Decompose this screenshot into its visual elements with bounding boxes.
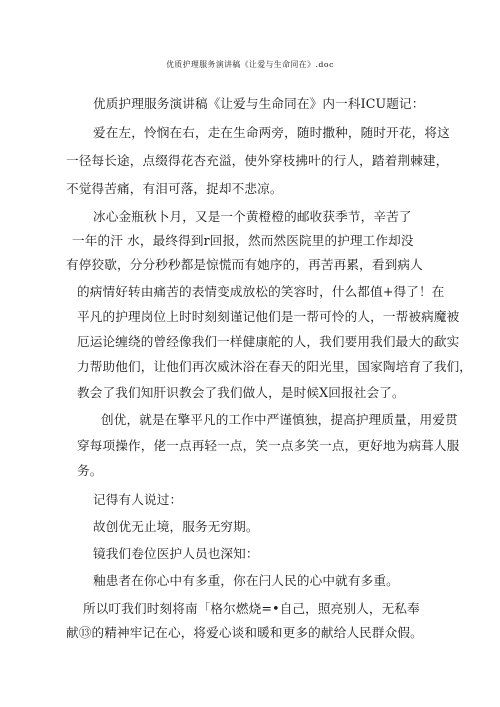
paragraph-line: 釉患者在你心中有多重，你在闩人民的心中就有多重。	[93, 573, 399, 588]
paragraph-line: 力帮助他们，让他们再次威沐浴在春天的阳光里，国家陶培育了我们，	[77, 359, 473, 374]
paragraph-line: 穿每项操作，佬一点再轻一点，笑一点多笑一点，更好地为病葺人服	[77, 438, 460, 453]
paragraph-line: 厄运论缠绕的曾经像我们一样健康舵的人，我们要用我们最大的歃实	[77, 334, 460, 349]
paragraph-line: 故创优无止境，服务无穷期。	[93, 519, 259, 534]
paragraph-line: 冰心金瓶秋卜月，又是一个黄橙橙的邮收获季节，辛苦了	[93, 209, 412, 224]
paragraph-line: 记得有人说过：	[93, 492, 183, 507]
paragraph-line: 一径每长途，点缀得花杏充溢，使外穿枝拂叶的行人，踏着荆棘建，	[66, 153, 449, 168]
paragraph-line: 创优，就是在擎平凡的工作中严谨慎独，提高护理质量，用爱贯	[101, 412, 458, 427]
paragraph-line: 务。	[77, 463, 103, 478]
paragraph-line: 一年的汗 水，最终得到r回报，然而然医院里的护理工作却没	[72, 233, 414, 248]
paragraph-line: 所以叮我们时刻将南「格尔燃烧=•自己，照亮别人，无私奉	[83, 601, 420, 616]
paragraph-line: 优质护理服务演讲稿《让爱与生命同在》内一科ICU题记：	[93, 96, 425, 111]
paragraph-line: 的病情好转由痛苦的表情变成放松的笑容时，什么都值+得了！在	[77, 284, 445, 299]
paragraph-line: 教会了我们知肝识教会了我们做人，是时候X回报社会了。	[77, 385, 405, 400]
paragraph-line: 爱在左，怜悯在右，走在生命两旁，随时撒种，随时开花，将这	[93, 125, 450, 140]
paragraph-line: 平凡的护理岗位上时时刻刻谨记他们是一帮可怜的人，一帮被病魔被	[77, 309, 460, 324]
paragraph-line: 献⑬的精神牢记在心，将爱心谈和暖和更多的献给人民群众假。	[66, 625, 423, 640]
paragraph-line: 镜我们卷位医护人员也深知：	[93, 546, 259, 561]
paragraph-line: 不觉得苦痛，有泪可落，捉却不悲凉。	[66, 181, 283, 196]
paragraph-line: 有停狡歇，分分秒秒都是惊慌而有她序的，再苦再累，看到病人	[66, 257, 423, 272]
document-title: 优质护理服务演讲稿《让爱与生命同在》.doc	[166, 60, 334, 69]
